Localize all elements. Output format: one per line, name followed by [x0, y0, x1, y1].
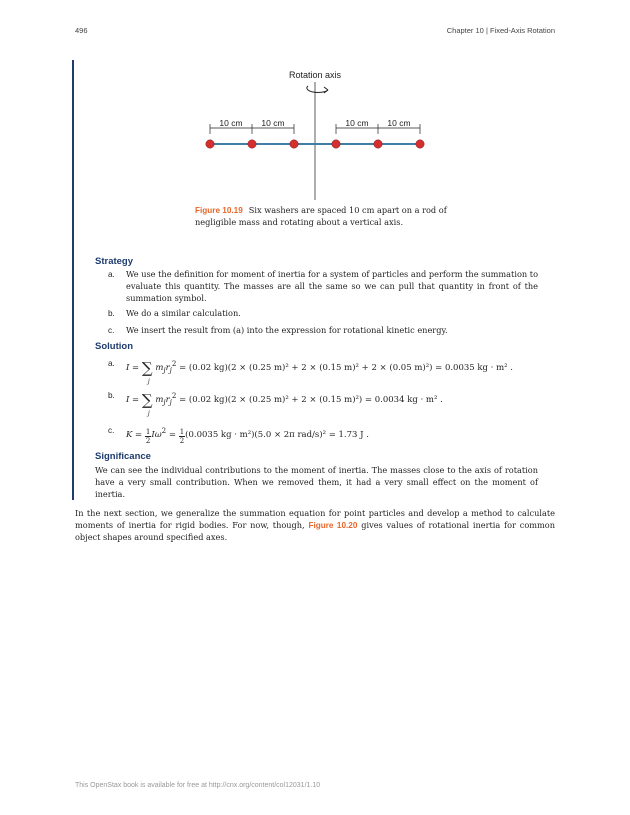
strategy-heading: Strategy — [95, 256, 134, 267]
washer — [206, 140, 214, 148]
solution-item-b: b. I = ∑ j $m_jr_j^2 = (0.02$ kg)(2 × (0.25 m)² + 2 × (0.15 m)²) = 0.0034 kg · m² . — [108, 390, 443, 417]
rotation-arrowhead-icon — [324, 87, 328, 93]
axis-label: Rotation axis — [288, 70, 342, 80]
page-number: 496 — [75, 26, 88, 35]
figure-label: Figure 10.19 — [195, 206, 243, 215]
footer-note: This OpenStax book is available for free at http://cnx.org/content/col12031/1.10 — [75, 782, 321, 789]
spacing-label: 10 cm — [261, 118, 285, 128]
solution-item-c: c. K = $\frac{1}{2}$ $I\omega^2$ = $\frac{1}{2}$ (0.0035 kg · m²)(5.0 × 2π rad/s)² = 1.73 J . — [108, 426, 369, 445]
washer — [248, 140, 256, 148]
strategy-item: b. We do a similar calculation. — [108, 308, 241, 318]
body-paragraph: In the next section, we generalize the summation equation for point particles and develop a method to calculate moments of inertia for rigid bodies. For now, though, Figure 10.20 gives values of rotational inertia for common object shapes around specified axes. — [75, 508, 555, 542]
strategy-item: a. We use the definition for moment of inertia for a system of particles and perform the summation to evaluate this quantity. The masses are all the same so we can pull that quantity in front of the summation symbol. — [108, 269, 538, 303]
spacing-label: 10 cm — [219, 118, 243, 128]
solution-item-a: a. I = ∑ j $m_jr_j^2 = (0.02$ kg)(2 × (0.25 m)² + 2 × (0.15 m)² + 2 × (0.05 m)²) = 0.0035 kg · m² . — [108, 358, 513, 385]
chapter-title: Chapter 10 | Fixed-Axis Rotation — [446, 26, 555, 35]
figure-10-20-link[interactable]: Figure 10.20 — [308, 520, 358, 530]
washer — [374, 140, 382, 148]
example-sidebar-bar — [72, 60, 74, 500]
rotation-axis-figure — [180, 62, 450, 202]
washer — [416, 140, 424, 148]
rotation-arrow-icon — [307, 86, 328, 92]
figure-caption — [195, 205, 450, 228]
strategy-item: c. We insert the result from (a) into the expression for rotational kinetic energy. — [108, 325, 448, 335]
caption-text: Six washers are spaced 10 cm apart on a rod of negligible mass and rotating about a vertical axis. — [195, 205, 447, 227]
solution-heading: Solution — [95, 341, 133, 352]
washer — [332, 140, 340, 148]
significance-heading: Significance — [95, 451, 151, 462]
spacing-label: 10 cm — [345, 118, 369, 128]
washer — [290, 140, 298, 148]
spacing-label: 10 cm — [387, 118, 411, 128]
significance-text: We can see the individual contributions to the moment of inertia. The masses close to the axis of rotation have a very small contribution. When we removed them, it had a very small effect on the moment of inertia. — [95, 465, 538, 499]
